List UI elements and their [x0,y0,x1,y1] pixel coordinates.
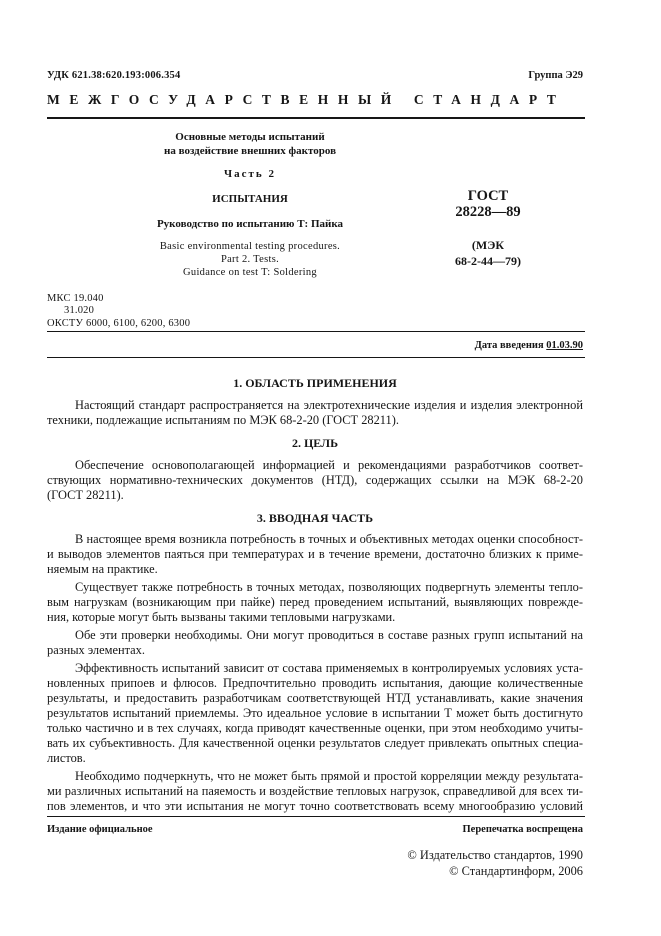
p4-line-4: результатов испытаний приемлемы. Это идеальное условие в испытании Т может быть достигнуто [47,706,583,720]
p3-line-1: Обе эти проверки необходимы. Они могут проводиться в составе разных групп испытаний на [75,628,583,642]
s1-line-2: техники, подлежащие испытаниям по МЭК 68-2-20 (ГОСТ 28211). [47,413,399,427]
copyright-line-1: © Издательство стандартов, 1990 [407,848,583,862]
p4-line-5: только частично и в тех случаях, когда приводят качественные оценки, при этом необходимо учиты- [47,721,583,735]
english-title-line-2: Part 2. Tests. [220,254,280,265]
part-label: Часть 2 [224,168,276,180]
p5-line-2: ми различных испытаний на паяемость и воздействие тепловых нагрузок, справедливой для всех ти- [47,784,583,798]
footer-rule [47,816,585,817]
reprint-prohibited: Перепечатка воспрещена [462,824,583,835]
p2-line-2: вым нагрузкам (возникающим при пайке) перед проведением испытаний, выявляющих поврежде- [47,595,583,609]
udk-code: УДК 621.38:620.193:006.354 [47,70,181,81]
p4-line-2: новленных припоев и флюсов. Предпочтительно проводить испытания, дающие количественные [47,676,583,690]
p5-line-1: Необходимо подчеркнуть, что не может быть прямой и простой корреляции между результата- [75,769,583,783]
s2-line-3: (ГОСТ 28211). [47,488,124,502]
gost-number: 28228—89 [455,204,521,220]
classification-rule [47,331,585,332]
standard-banner: МЕЖГОСУДАРСТВЕННЫЙ СТАНДАРТ [47,92,566,107]
official-edition: Издание официальное [47,824,153,835]
english-title-line-1: Basic environmental testing procedures. [159,241,341,252]
p5-line-3: пов элементов, и что эти испытания не могут точно соответствовать всему многообразию условий [47,799,583,813]
mks-code-2: 31.020 [64,305,95,316]
intro-date-value: 01.03.90 [546,340,583,351]
mks-code-1: МКС 19.040 [47,293,104,304]
copyright-line-2: © Стандартинформ, 2006 [449,864,583,878]
section-3-heading: 3. ВВОДНАЯ ЧАСТЬ [256,511,374,525]
tests-title: ИСПЫТАНИЯ [212,193,288,205]
intro-date-rule [47,357,585,358]
section-1-heading: 1. ОБЛАСТЬ ПРИМЕНЕНИЯ [233,376,397,390]
s2-line-1: Обеспечение основополагающей информацией и рекомендациями разработчиков соответ- [75,458,583,472]
intro-date [475,340,583,351]
s2-line-2: ствующих нормативно-технических документов (НТД), содержащих ссылки на МЭК 68-2-20 [47,473,583,487]
p4-line-3: результаты, и предоставить разработчикам соответствующей НТД устанавливать, какие значения [47,691,583,705]
iec-reference-line-1: (МЭК [471,238,505,252]
p4-line-7: листов. [47,751,86,765]
p4-line-1: Эффективность испытаний зависит от состава применяемых в контролируемых условиях уста- [75,661,583,675]
iec-reference-line-2: 68-2-44—79) [455,254,521,268]
intro-date-label: Дата введения [474,340,544,351]
guide-title: Руководство по испытанию Т: Пайка [156,218,344,230]
title-line-2: на воздействие внешних факторов [163,145,337,157]
gost-label: ГОСТ [467,188,509,204]
s1-line-1: Настоящий стандарт распространяется на электротехнические изделия и изделия электронной [75,398,583,412]
p4-line-6: вать их субъективность. Для качественной оценки результатов следует привлекать опытных специа- [47,736,583,750]
header-rule-thick [47,117,585,119]
title-line-1: Основные методы испытаний [175,131,325,143]
p1-line-2: и выводов элементов паяться при температурах и в течение времени, достаточно близких к приме- [47,547,583,561]
p2-line-1: Существует также потребность в точных методах, позволяющих подвергнуть элементы тепло- [75,580,583,594]
p2-line-3: ния, которые могут быть вызваны такими тепловыми нагрузками. [47,610,396,624]
english-title-line-3: Guidance on test T: Soldering [183,267,317,278]
p1-line-3: няемым на практике. [47,562,158,576]
p1-line-1: В настоящее время возникла потребность в точных и объективных методах оценки способност- [75,532,583,546]
group-code: Группа Э29 [528,70,583,81]
section-2-heading: 2. ЦЕЛЬ [291,436,339,450]
p3-line-2: разных элементах. [47,643,145,657]
okstu-codes: ОКСТУ 6000, 6100, 6200, 6300 [47,318,191,329]
